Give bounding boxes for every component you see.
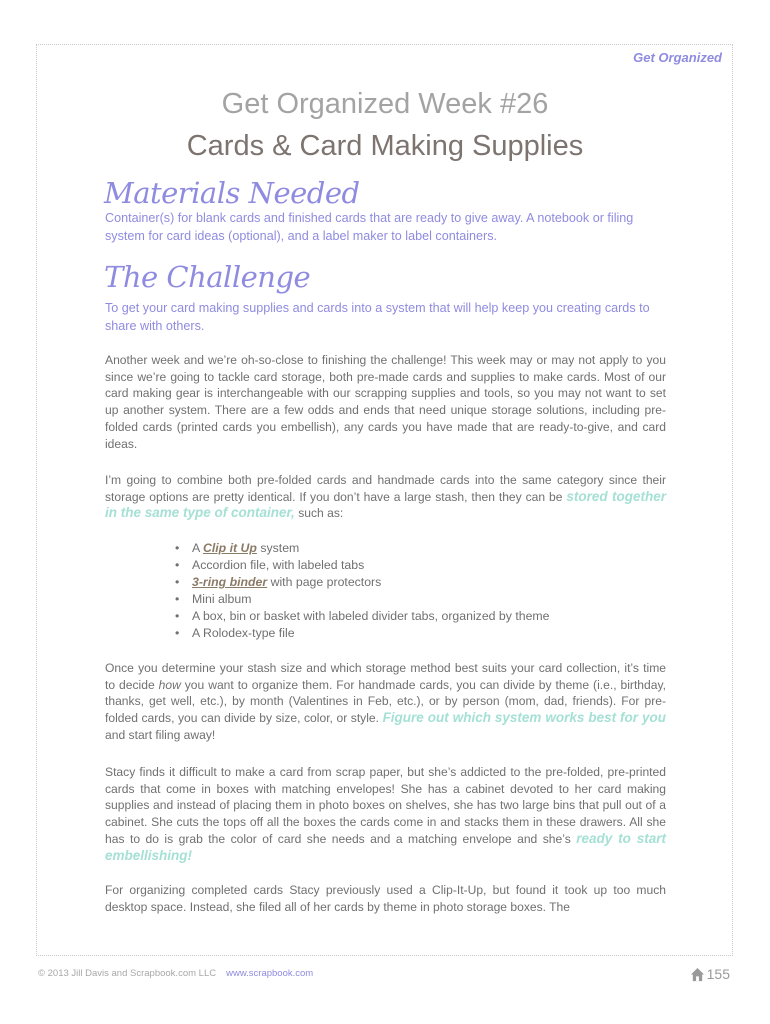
- page-subtitle: Cards & Card Making Supplies: [186, 130, 584, 162]
- list-item: [172, 540, 550, 557]
- list-item-text: A box, bin or basket with labeled divider tabs, organized by theme: [192, 609, 550, 623]
- paragraph-intro: Another week and we’re oh-so-close to finishing the challenge! This week may or may not apply to you since we’re going to tackle card storage, both pre-made cards and supplies to make cards. Most of our card making gear is interchangeable with our scrapping supplies and tools, so you may not want to set up another system. There are a few odds and ends that need unique storage solutions, including pre-folded cards (printed cards you embellish), any cards you have made that are ready-to-give, and card ideas.: [105, 353, 666, 451]
- list-item: [172, 625, 550, 642]
- challenge-text: To get your card making supplies and cards into a system that will help keep you creating cards to share with others.: [105, 301, 650, 333]
- highlight-figure-out: Figure out which system works best for you: [382, 710, 666, 726]
- list-item-text: A: [192, 541, 203, 555]
- challenge-heading: The Challenge: [104, 260, 311, 294]
- list-item: [172, 574, 550, 591]
- paragraph-organize-text: you want to organize them. For handmade cards, you can divide by theme (i.e., birthday, thanks, get well, etc.), by month (Valentines in Feb, etc.), or by person (mom, dad, friends). For pre-folded cards, you can divide by size, color, or style.: [105, 677, 666, 726]
- list-item-text: with page protectors: [267, 575, 382, 589]
- list-item: [172, 591, 550, 608]
- footer-link[interactable]: www.scrapbook.com: [226, 968, 314, 979]
- paragraph-organize: [105, 660, 666, 744]
- list-item-text: Accordion file, with labeled tabs: [192, 558, 365, 572]
- storage-options-list: [172, 540, 550, 642]
- list-item: [172, 608, 550, 625]
- paragraph-storage: [105, 472, 666, 522]
- page-number: [690, 966, 730, 982]
- list-item-text: A Rolodex-type file: [192, 626, 295, 640]
- paragraph-organize-text: Once you determine your stash size and which storage method best suits your card collection, it’s time to decide: [105, 661, 666, 692]
- ring-binder-link[interactable]: 3-ring binder: [192, 575, 268, 589]
- list-item-text: system: [256, 541, 300, 555]
- paragraph-storage-text: I’m going to combine both pre-folded cards and handmade cards into the same category since their storage options are pretty identical. If you don’t have a large stash, then they can be: [105, 473, 666, 504]
- section-label: Get Organized: [633, 50, 722, 65]
- paragraph-stacy-text: Stacy finds it difficult to make a card from scrap paper, but she’s addicted to the pre-folded, pre-printed cards that come in boxes with matching envelopes! She has a cabinet devoted to her card making supplies and instead of placing them in photo boxes on shelves, she has two large bins that pull out of a cabinet. She cuts the tops off all the boxes the cards come in and stacks them in these drawers. All she has to do is grab the color of card she needs and a matching envelope and she’s: [105, 765, 666, 846]
- footer-copyright: [38, 968, 313, 979]
- page-number-text: 155: [706, 966, 730, 982]
- paragraph-completed-cards: For organizing completed cards Stacy previously used a Clip-It-Up, but found it took up too much desktop space. Instead, she filed all of her cards by theme in photo storage boxes. The: [105, 883, 666, 914]
- materials-heading: Materials Needed: [104, 176, 360, 210]
- paragraph-stacy: [105, 764, 666, 864]
- list-item-text: Mini album: [192, 592, 252, 606]
- paragraph-organize-tail: and start filing away!: [105, 727, 216, 742]
- copyright-text: © 2013 Jill Davis and Scrapbook.com LLC: [38, 968, 217, 979]
- highlight-stored-together: stored together in the same type of container,: [105, 488, 666, 521]
- emphasis-how: how: [158, 677, 181, 692]
- clip-it-up-link[interactable]: Clip it Up: [202, 541, 257, 555]
- materials-text: Container(s) for blank cards and finished cards that are ready to give away. A notebook or filing system for card ideas (optional), and a label maker to label containers.: [105, 211, 634, 243]
- paragraph-storage-tail: such as:: [298, 506, 344, 521]
- page-title: Get Organized Week #26: [221, 88, 549, 120]
- house-icon: [690, 967, 705, 982]
- highlight-ready-embellish: ready to start embellishing!: [105, 830, 666, 863]
- list-item: [172, 557, 550, 574]
